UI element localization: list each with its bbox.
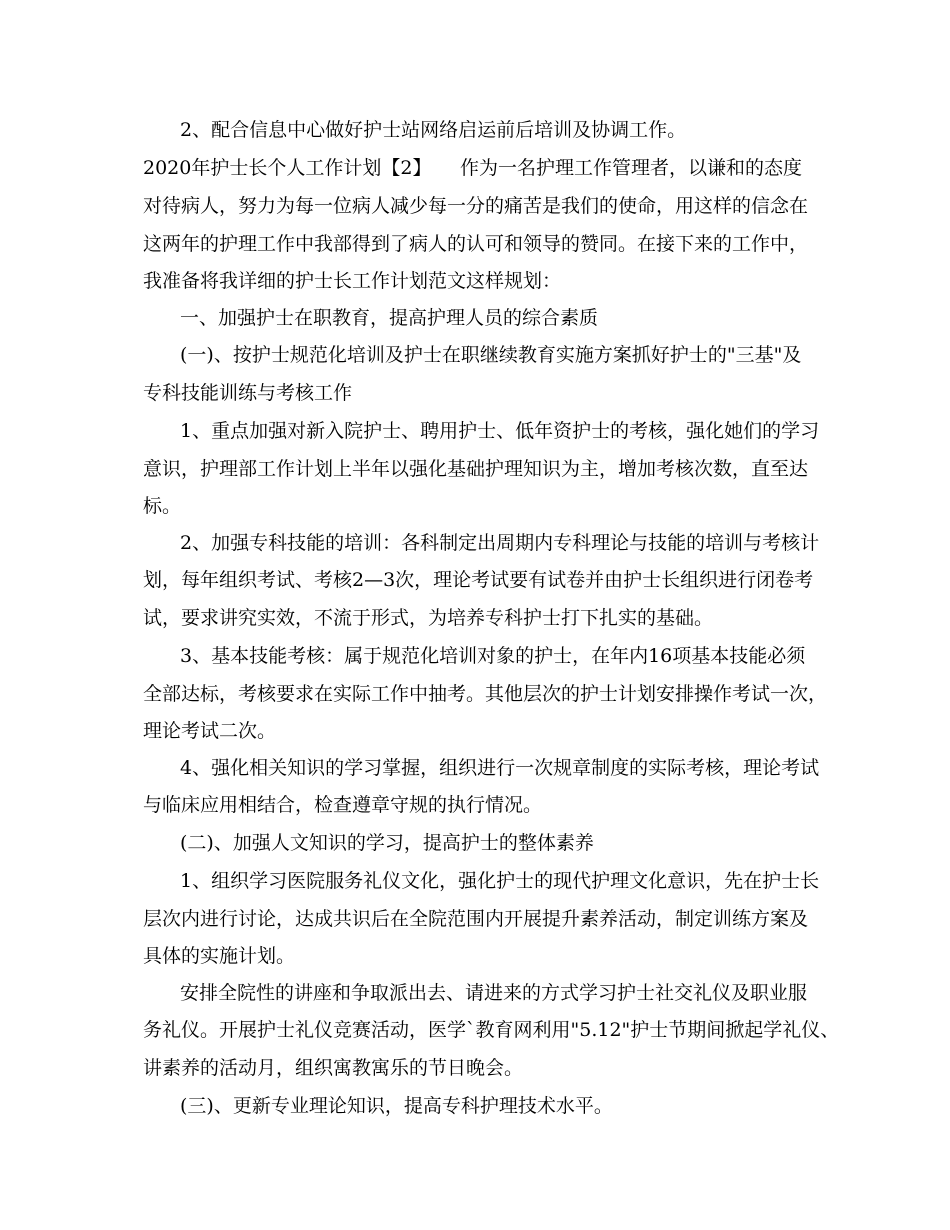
text-line: 对待病人，努力为每一位病人减少每一分的痛苦是我们的使命，用这样的信念在 — [143, 195, 809, 217]
text-line: 2020年护士长个人工作计划【2】 作为一名护理工作管理者，以谦和的态度 — [143, 157, 802, 179]
subsection-heading: (一)、按护士规范化培训及护士在职继续教育实施方案抓好护士的"三基"及 — [180, 344, 802, 366]
text-line: 我准备将我详细的护士长工作计划范文这样规划： — [143, 270, 562, 292]
text-line: 务礼仪。开展护士礼仪竞赛活动，医学`教育网利用"5.12"护士节期间掀起学礼仪、 — [143, 1019, 840, 1041]
subsection-heading: (二)、加强人文知识的学习，提高护士的整体素养 — [180, 832, 594, 854]
text-line: 1、组织学习医院服务礼仪文化，强化护士的现代护理文化意识，先在护士长 — [180, 870, 820, 892]
subsection-heading: (三)、更新专业理论知识，提高专科护理技术水平。 — [180, 1095, 613, 1117]
text-line: 理论考试二次。 — [143, 720, 277, 742]
text-line: 层次内进行讨论，达成共识后在全院范围内开展提升素养活动，制定训练方案及 — [143, 908, 809, 930]
text-line: 讲素养的活动月，组织寓教寓乐的节日晚会。 — [143, 1057, 524, 1079]
text-line: 4、强化相关知识的学习掌握，组织进行一次规章制度的实际考核，理论考试 — [180, 757, 820, 779]
section-heading: 一、加强护士在职教育，提高护理人员的综合素质 — [180, 307, 599, 329]
text-line: 3、基本技能考核：属于规范化培训对象的护士，在年内16项基本技能必须 — [180, 645, 806, 667]
text-line: 划，每年组织考试、考核2—3次，理论考试要有试卷并由护士长组织进行闭卷考 — [143, 569, 814, 591]
text-line: 试，要求讲究实效，不流于形式，为培养专科护士打下扎实的基础。 — [143, 607, 714, 629]
text-line: 2、加强专科技能的培训：各科制定出周期内专科理论与技能的培训与考核计 — [180, 532, 820, 554]
text-line: 具体的实施计划。 — [143, 945, 296, 967]
text-line: 2、配合信息中心做好护士站网络启运前后培训及协调工作。 — [180, 119, 687, 141]
text-line: 全部达标，考核要求在实际工作中抽考。其他层次的护士计划安排操作考试一次， — [143, 683, 828, 705]
text-line: 安排全院性的讲座和争取派出去、请进来的方式学习护士社交礼仪及职业服 — [180, 982, 808, 1004]
text-line: 1、重点加强对新入院护士、聘用护士、低年资护士的考核，强化她们的学习 — [180, 420, 820, 442]
text-line: 与临床应用相结合，检查遵章守规的执行情况。 — [143, 794, 543, 816]
text-line: 这两年的护理工作中我部得到了病人的认可和领导的赞同。在接下来的工作中， — [143, 233, 809, 255]
text-line: 标。 — [143, 495, 182, 517]
text-line: 专科技能训练与考核工作 — [143, 382, 353, 404]
text-line: 意识，护理部工作计划上半年以强化基础护理知识为主，增加考核次数，直至达 — [143, 458, 809, 480]
